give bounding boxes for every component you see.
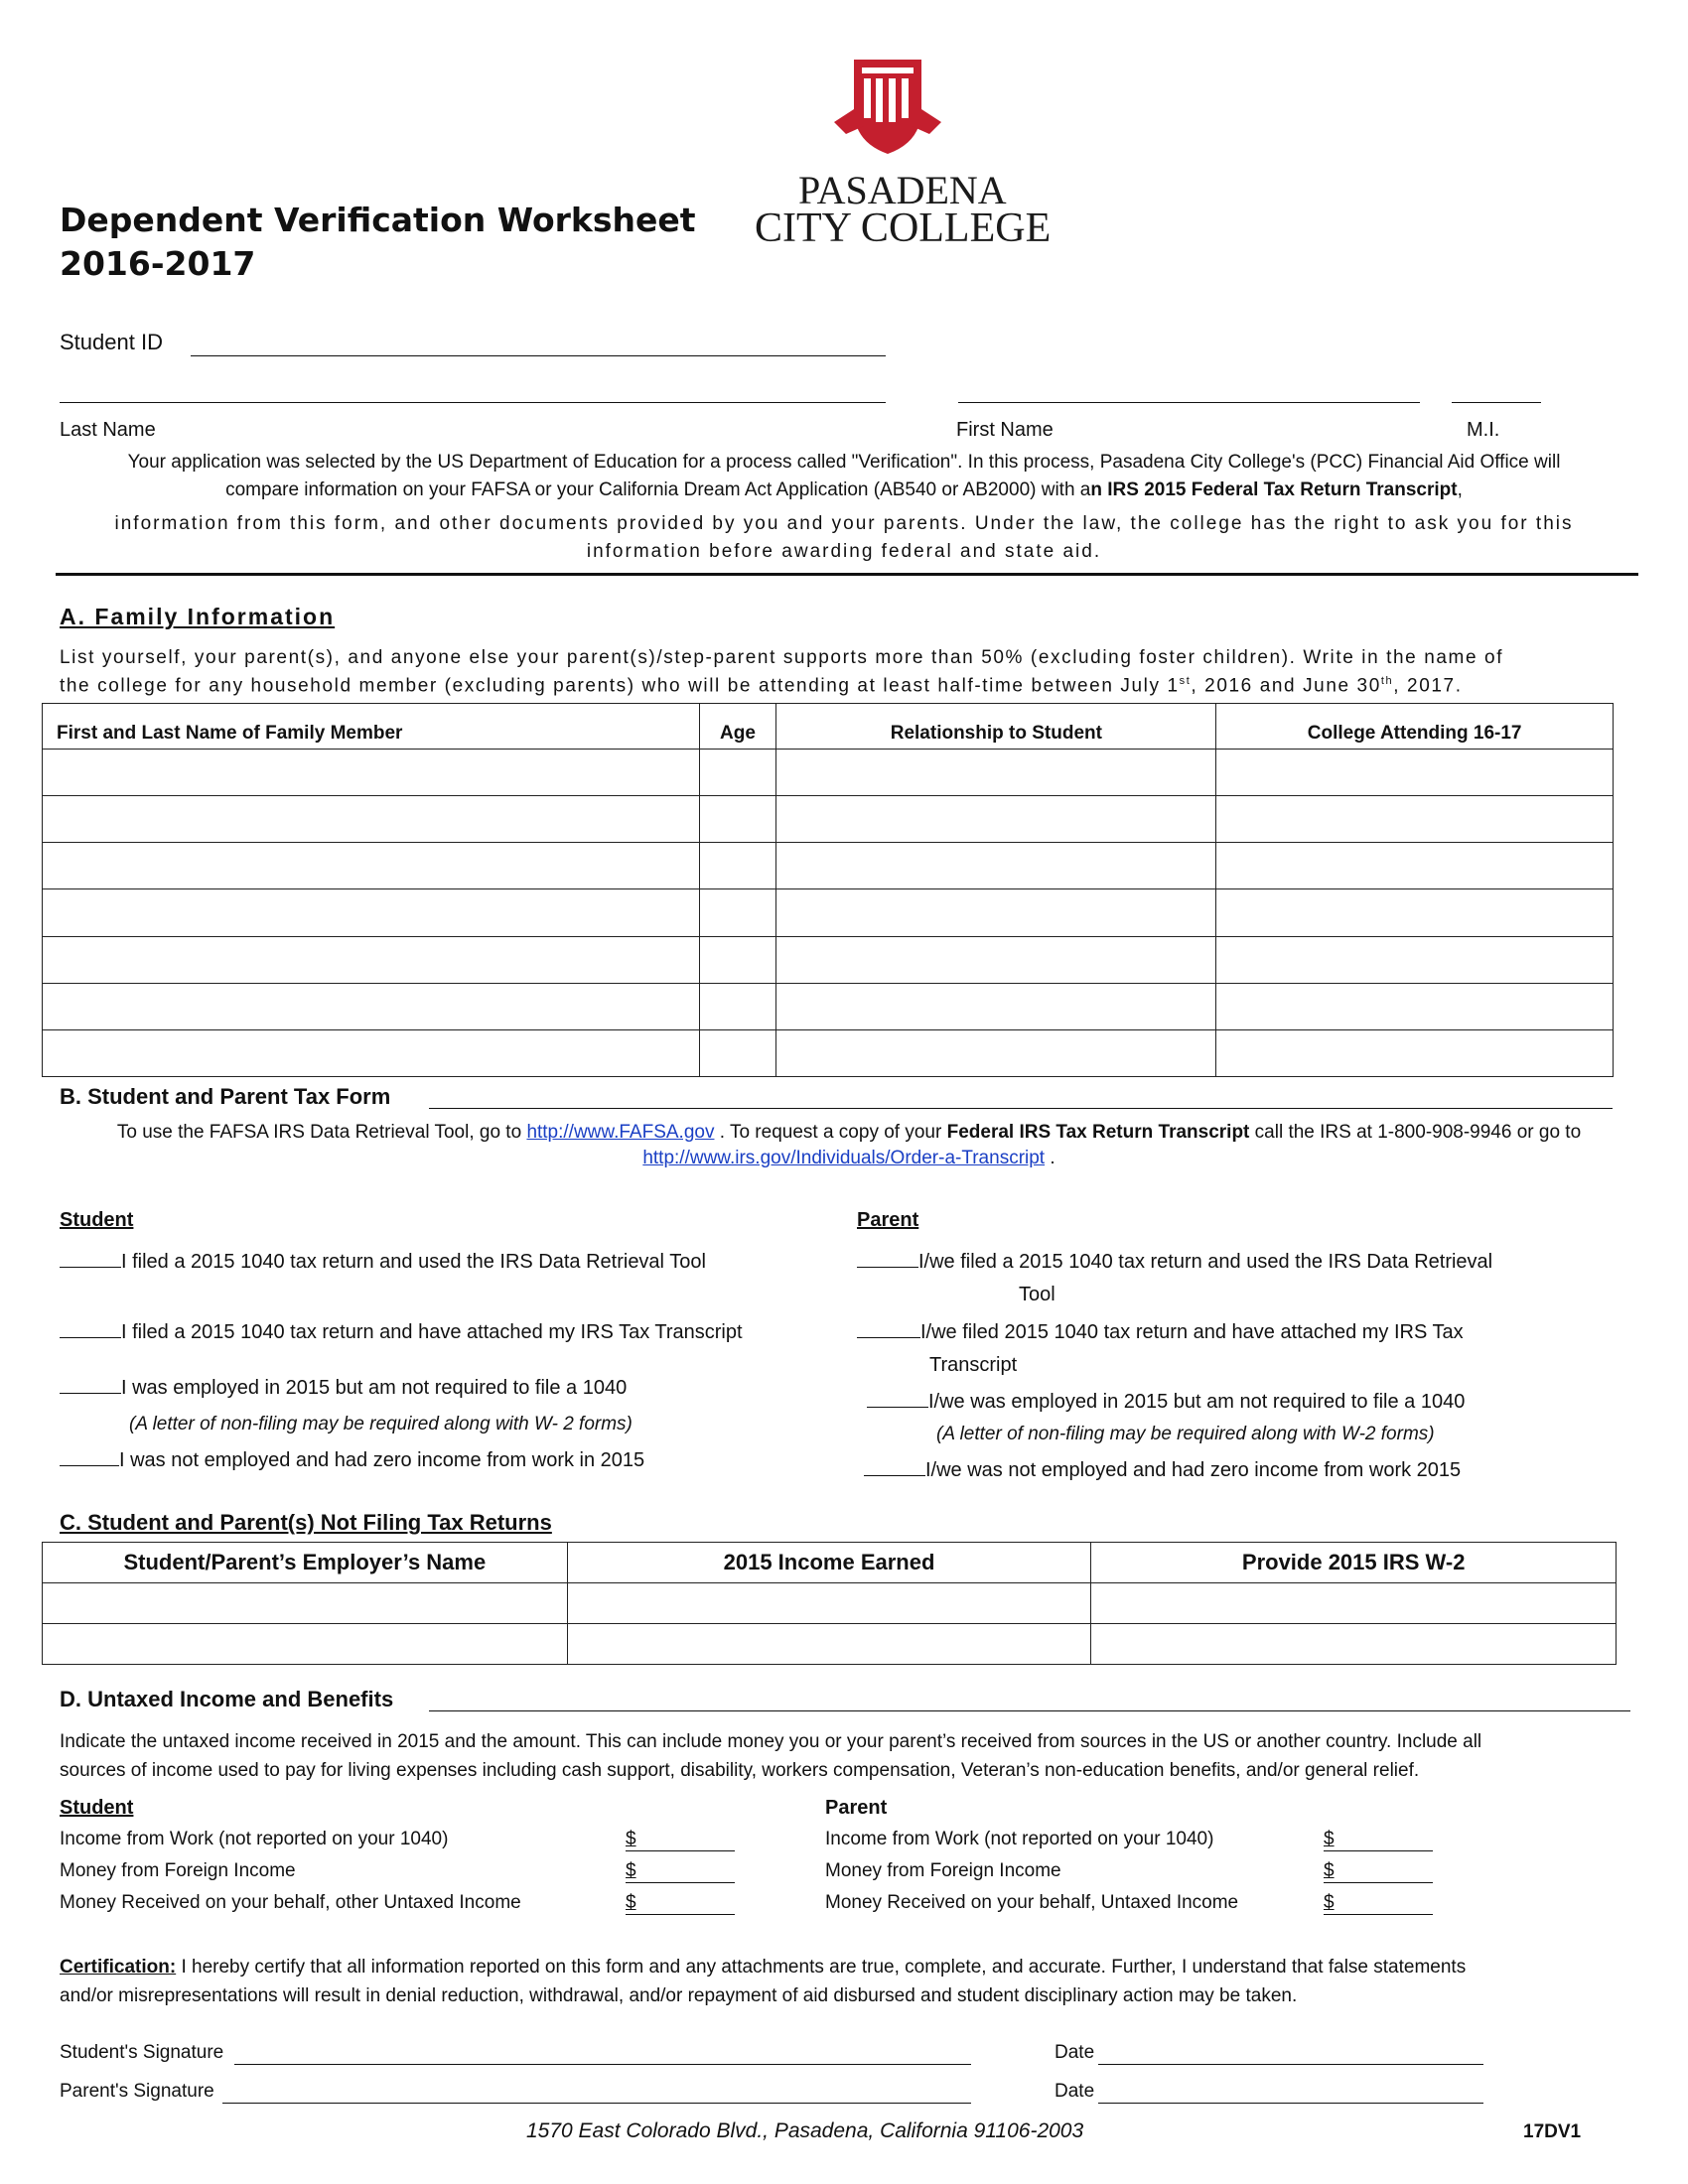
table-row	[43, 1583, 1617, 1624]
table-header-row	[43, 1543, 1617, 1583]
title-line1: Dependent Verification Worksheet	[60, 201, 696, 239]
student-date-field[interactable]	[1098, 2064, 1483, 2065]
fafsa-link[interactable]: http://www.FAFSA.gov	[526, 1122, 715, 1143]
section-a-desc: List yourself, your parent(s), and anyone else your parent(s)/step-parent supports more than 50% (excluding foster children). Write in the name of the college for any household member (excluding parents) who will be attending at least half-time between July 1st, 2016 and June 30th, 2017.	[60, 647, 1504, 697]
checkbox-blank[interactable]	[857, 1337, 920, 1338]
family-info-table	[42, 703, 1614, 1077]
w2-cell[interactable]	[1091, 1583, 1617, 1624]
intro-line4: information before awarding federal and state aid.	[586, 541, 1102, 562]
table-row	[43, 750, 1614, 796]
relationship-cell[interactable]	[776, 843, 1216, 889]
table-header-row	[43, 704, 1614, 750]
first-name-label: First Name	[956, 419, 1054, 441]
parent-date-label: Date	[1055, 2081, 1095, 2102]
d-student-item-foreign: Money from Foreign Income	[60, 1860, 296, 1881]
student-signature-field[interactable]	[234, 2064, 971, 2065]
parent-heading: Parent	[857, 1209, 919, 1231]
student-option-not-employed: I was not employed and had zero income from work in 2015	[60, 1449, 644, 1472]
college-cell[interactable]	[1216, 984, 1614, 1030]
checkbox-blank[interactable]	[60, 1267, 121, 1268]
college-cell[interactable]	[1216, 937, 1614, 984]
parent-option-transcript: I/we filed 2015 1040 tax return and have attached my IRS Tax	[857, 1321, 1464, 1344]
name-cell[interactable]	[43, 1030, 700, 1077]
age-cell[interactable]	[699, 843, 776, 889]
name-cell[interactable]	[43, 750, 700, 796]
income-cell[interactable]	[567, 1624, 1091, 1665]
col-employer-name: Student/Parent’s Employer’s Name	[43, 1543, 568, 1583]
certification-label: Certification:	[60, 1957, 177, 1978]
d-parent-item-work: Income from Work (not reported on your 1040)	[825, 1829, 1214, 1849]
age-cell[interactable]	[699, 889, 776, 937]
relationship-cell[interactable]	[776, 889, 1216, 937]
svg-text:PASADENA: PASADENA	[798, 168, 1007, 212]
table-row	[43, 889, 1614, 937]
intro-line2: compare information on your FAFSA or your California Dream Act Application (AB540 or AB2000) with an IRS 2015 Federal Tax Return Transcript,	[225, 479, 1463, 500]
col-relationship: Relationship to Student	[776, 704, 1216, 750]
parent-nonfiling-note: (A letter of non-filing may be required along with W-2 forms)	[936, 1424, 1435, 1444]
college-cell[interactable]	[1216, 796, 1614, 843]
col-income-earned: 2015 Income Earned	[567, 1543, 1091, 1583]
d-parent-amount-foreign[interactable]: $	[1324, 1860, 1433, 1883]
parent-option-employed: I/we was employed in 2015 but am not required to file a 1040	[867, 1391, 1465, 1414]
parent-option-not-employed: I/we was not employed and had zero income from work 2015	[864, 1459, 1461, 1482]
irs-transcript-link[interactable]: http://www.irs.gov/Individuals/Order-a-Transcript	[642, 1148, 1046, 1168]
w2-cell[interactable]	[1091, 1624, 1617, 1665]
age-cell[interactable]	[699, 796, 776, 843]
intro-line1: Your application was selected by the US Department of Education for a process called "Verification". In this process, Pasadena City College's (PCC) Financial Aid Office will	[127, 452, 1561, 473]
parent-option-irs-drt: I/we filed a 2015 1040 tax return and used the IRS Data Retrieval	[857, 1251, 1492, 1274]
section-b-instructions: To use the FAFSA IRS Data Retrieval Tool, go to http://www.FAFSA.gov . To request a copy of your Federal IRS Tax Return Transcript call the IRS at 1-800-908-9946 or go to http://www.irs.gov/Individuals/Order-a-Transcript .	[116, 1122, 1582, 1168]
page-title	[60, 201, 696, 283]
name-cell[interactable]	[43, 796, 700, 843]
footer-address: 1570 East Colorado Blvd., Pasadena, California 91106-2003	[526, 2119, 1084, 2142]
svg-text:CITY COLLEGE: CITY COLLEGE	[755, 205, 1052, 251]
d-student-item-work: Income from Work (not reported on your 1040)	[60, 1829, 449, 1849]
income-cell[interactable]	[567, 1583, 1091, 1624]
name-cell[interactable]	[43, 889, 700, 937]
college-cell[interactable]	[1216, 750, 1614, 796]
parent-signature-label: Parent's Signature	[60, 2081, 214, 2102]
checkbox-blank[interactable]	[60, 1465, 119, 1466]
parent-option-transcript-cont: Transcript	[929, 1354, 1018, 1376]
college-cell[interactable]	[1216, 889, 1614, 937]
age-cell[interactable]	[699, 1030, 776, 1077]
student-heading: Student	[60, 1209, 134, 1231]
table-row	[43, 984, 1614, 1030]
checkbox-blank[interactable]	[864, 1475, 925, 1476]
student-option-irs-drt: I filed a 2015 1040 tax return and used the IRS Data Retrieval Tool	[60, 1251, 706, 1274]
checkbox-blank[interactable]	[60, 1337, 121, 1338]
d-parent-amount-behalf[interactable]: $	[1324, 1892, 1433, 1915]
form-code: 17DV1	[1523, 2121, 1582, 2142]
age-cell[interactable]	[699, 984, 776, 1030]
d-parent-amount-work[interactable]: $	[1324, 1829, 1433, 1851]
relationship-cell[interactable]	[776, 984, 1216, 1030]
col-family-member-name: First and Last Name of Family Member	[43, 704, 700, 750]
student-date-label: Date	[1055, 2042, 1095, 2063]
student-option-transcript: I filed a 2015 1040 tax return and have attached my IRS Tax Transcript	[60, 1321, 743, 1344]
d-student-item-behalf: Money Received on your behalf, other Untaxed Income	[60, 1892, 521, 1913]
section-d-title-rule	[429, 1710, 1630, 1711]
certification-text: Certification: I hereby certify that all information reported on this form and any attachments are true, complete, and accurate. Further, I understand that false statements and/or misrepresentations will result in denial reduction, withdrawal, and/or repayment of aid disbursed and student disciplinary action may be taken.	[60, 1957, 1467, 2006]
d-parent-item-foreign: Money from Foreign Income	[825, 1860, 1061, 1881]
parent-option-irs-drt-cont: Tool	[1019, 1284, 1055, 1305]
d-parent-heading: Parent	[825, 1797, 888, 1819]
first-name-field[interactable]	[958, 402, 1420, 403]
section-a-title: A. Family Information	[60, 604, 336, 629]
employer-table	[42, 1542, 1617, 1665]
section-d-desc: Indicate the untaxed income received in 2015 and the amount. This can include money you or your parent’s received from sources in the US or another country. Include all sources of income used to pay for living expenses including cash support, disability, workers compensation, Veteran’s non-education benefits, and/or general relief.	[60, 1731, 1482, 1781]
relationship-cell[interactable]	[776, 1030, 1216, 1077]
employer-cell[interactable]	[43, 1624, 568, 1665]
checkbox-blank[interactable]	[60, 1393, 121, 1394]
parent-signature-field[interactable]	[222, 2103, 971, 2104]
checkbox-blank[interactable]	[867, 1407, 928, 1408]
table-row	[43, 843, 1614, 889]
checkbox-blank[interactable]	[857, 1267, 918, 1268]
last-name-field[interactable]	[60, 402, 886, 403]
college-cell[interactable]	[1216, 1030, 1614, 1077]
d-student-amount-work[interactable]: $	[626, 1829, 735, 1851]
col-w2: Provide 2015 IRS W-2	[1091, 1543, 1617, 1583]
parent-date-field[interactable]	[1098, 2103, 1483, 2104]
student-id-field[interactable]	[191, 355, 886, 356]
table-row	[43, 796, 1614, 843]
d-student-heading: Student	[60, 1797, 134, 1819]
col-age: Age	[699, 704, 776, 750]
student-nonfiling-note: (A letter of non-filing may be required along with W- 2 forms)	[129, 1414, 633, 1434]
intro-divider	[56, 573, 1638, 576]
mi-label: M.I.	[1467, 419, 1500, 441]
section-b-title-rule	[429, 1108, 1613, 1109]
d-student-amount-foreign[interactable]: $	[626, 1860, 735, 1883]
table-row	[43, 1030, 1614, 1077]
student-option-employed: I was employed in 2015 but am not required to file a 1040	[60, 1377, 627, 1400]
table-row	[43, 937, 1614, 984]
student-signature-label: Student's Signature	[60, 2042, 224, 2063]
d-student-amount-behalf[interactable]: $	[626, 1892, 735, 1915]
pcc-logo	[755, 55, 1052, 253]
intro-line3: information from this form, and other documents provided by you and your parents. Under the law, the college has the right to ask you for this	[114, 513, 1574, 534]
age-cell[interactable]	[699, 937, 776, 984]
relationship-cell[interactable]	[776, 750, 1216, 796]
relationship-cell[interactable]	[776, 937, 1216, 984]
age-cell[interactable]	[699, 750, 776, 796]
section-b-title: B. Student and Parent Tax Form	[60, 1084, 391, 1109]
section-c-title: C. Student and Parent(s) Not Filing Tax Returns	[60, 1510, 552, 1535]
section-d-title: D. Untaxed Income and Benefits	[60, 1687, 394, 1711]
last-name-label: Last Name	[60, 419, 156, 441]
col-college-attending: College Attending 16-17	[1216, 704, 1614, 750]
relationship-cell[interactable]	[776, 796, 1216, 843]
college-cell[interactable]	[1216, 843, 1614, 889]
student-id-label: Student ID	[60, 330, 163, 354]
name-cell[interactable]	[43, 984, 700, 1030]
intro-paragraph	[56, 452, 1632, 563]
d-parent-item-behalf: Money Received on your behalf, Untaxed Income	[825, 1892, 1239, 1913]
college-shield-icon	[755, 55, 1052, 253]
middle-initial-field[interactable]	[1452, 402, 1541, 403]
name-cell[interactable]	[43, 937, 700, 984]
employer-cell[interactable]	[43, 1583, 568, 1624]
title-line2: 2016-2017	[60, 243, 256, 283]
name-cell[interactable]	[43, 843, 700, 889]
table-row	[43, 1624, 1617, 1665]
